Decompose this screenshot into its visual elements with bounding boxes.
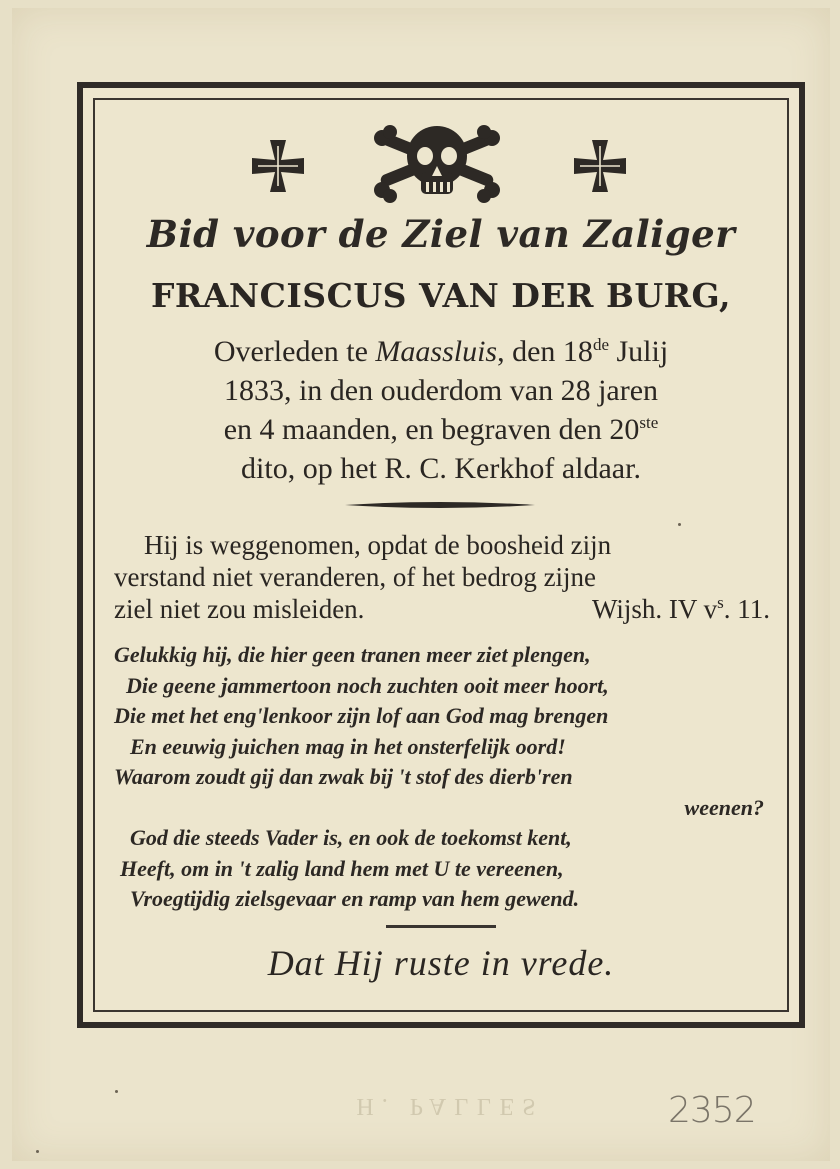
divider-line [386,925,496,928]
poem-line: Vroegtijdig zielsgevaar en ramp van hem gewend. [130,886,580,911]
cross-pattee-icon [572,138,628,194]
closing-blessing: Dat Hij ruste in vrede. [267,943,615,983]
paper-speck [36,1150,39,1153]
death-line-4: dito, op het R. C. Kerkhof aldaar. [241,452,641,485]
memorial-poem [114,640,774,915]
scripture-line-1: Hij is weggenomen, opdat de boosheid zijn [144,530,612,560]
scripture-quote [114,529,770,625]
prayer-heading: Bid voor de Ziel van Zaliger [146,212,736,256]
card-content [100,104,782,1004]
paper-speck [115,1090,118,1093]
header-ornaments [100,114,782,204]
scripture-reference: Wijsh. IV $v^s$. 11. [591,593,770,624]
poem-line: Die met het eng'lenkoor zijn lof aan God mag brengen [114,703,609,728]
poem-line: En eeuwig juichen mag in het onsterfelijk oord! [130,733,566,759]
death-line-3: en 4 maanden, en begraven den 20ste [223,413,659,446]
place-of-death: Maassluis [375,335,498,368]
poem-line: God die steeds Vader is, en ook de toekomst kent, [130,825,572,850]
death-notice [100,332,782,488]
poem-line: weenen? [684,794,764,820]
deceased-name: FRANCISCUS VAN DER BURG, [150,276,732,315]
poem-line: Waarom zoudt gij dan zwak bij 't stof des dierb'ren [114,764,573,789]
paper-speck [678,523,681,526]
scripture-line-2: verstand niet veranderen, of het bedrog zijne [114,562,597,592]
skull-and-crossbones-icon [368,120,506,206]
death-line-1: Overleden te Maassluis, den 18de Julij [213,335,669,368]
cross-pattee-icon [250,138,306,194]
scripture-line-3: ziel niet zou misleiden. Wijsh. IV $v^s$. 11. [114,593,770,624]
ornamental-divider [345,498,535,512]
death-line-2: 1833, in den ouderdom van 28 jaren [223,374,659,407]
bleed-through-text: H. PALLES [356,1093,544,1119]
poem-line: Gelukkig hij, die hier geen tranen meer ziet plengen, [114,642,591,667]
catalog-number: 2352 [668,1090,756,1131]
poem-line: Die geene jammertoon noch zuchten ooit meer hoort, [126,672,609,698]
poem-line: Heeft, om in 't zalig land hem met U te vereenen, [120,855,564,881]
